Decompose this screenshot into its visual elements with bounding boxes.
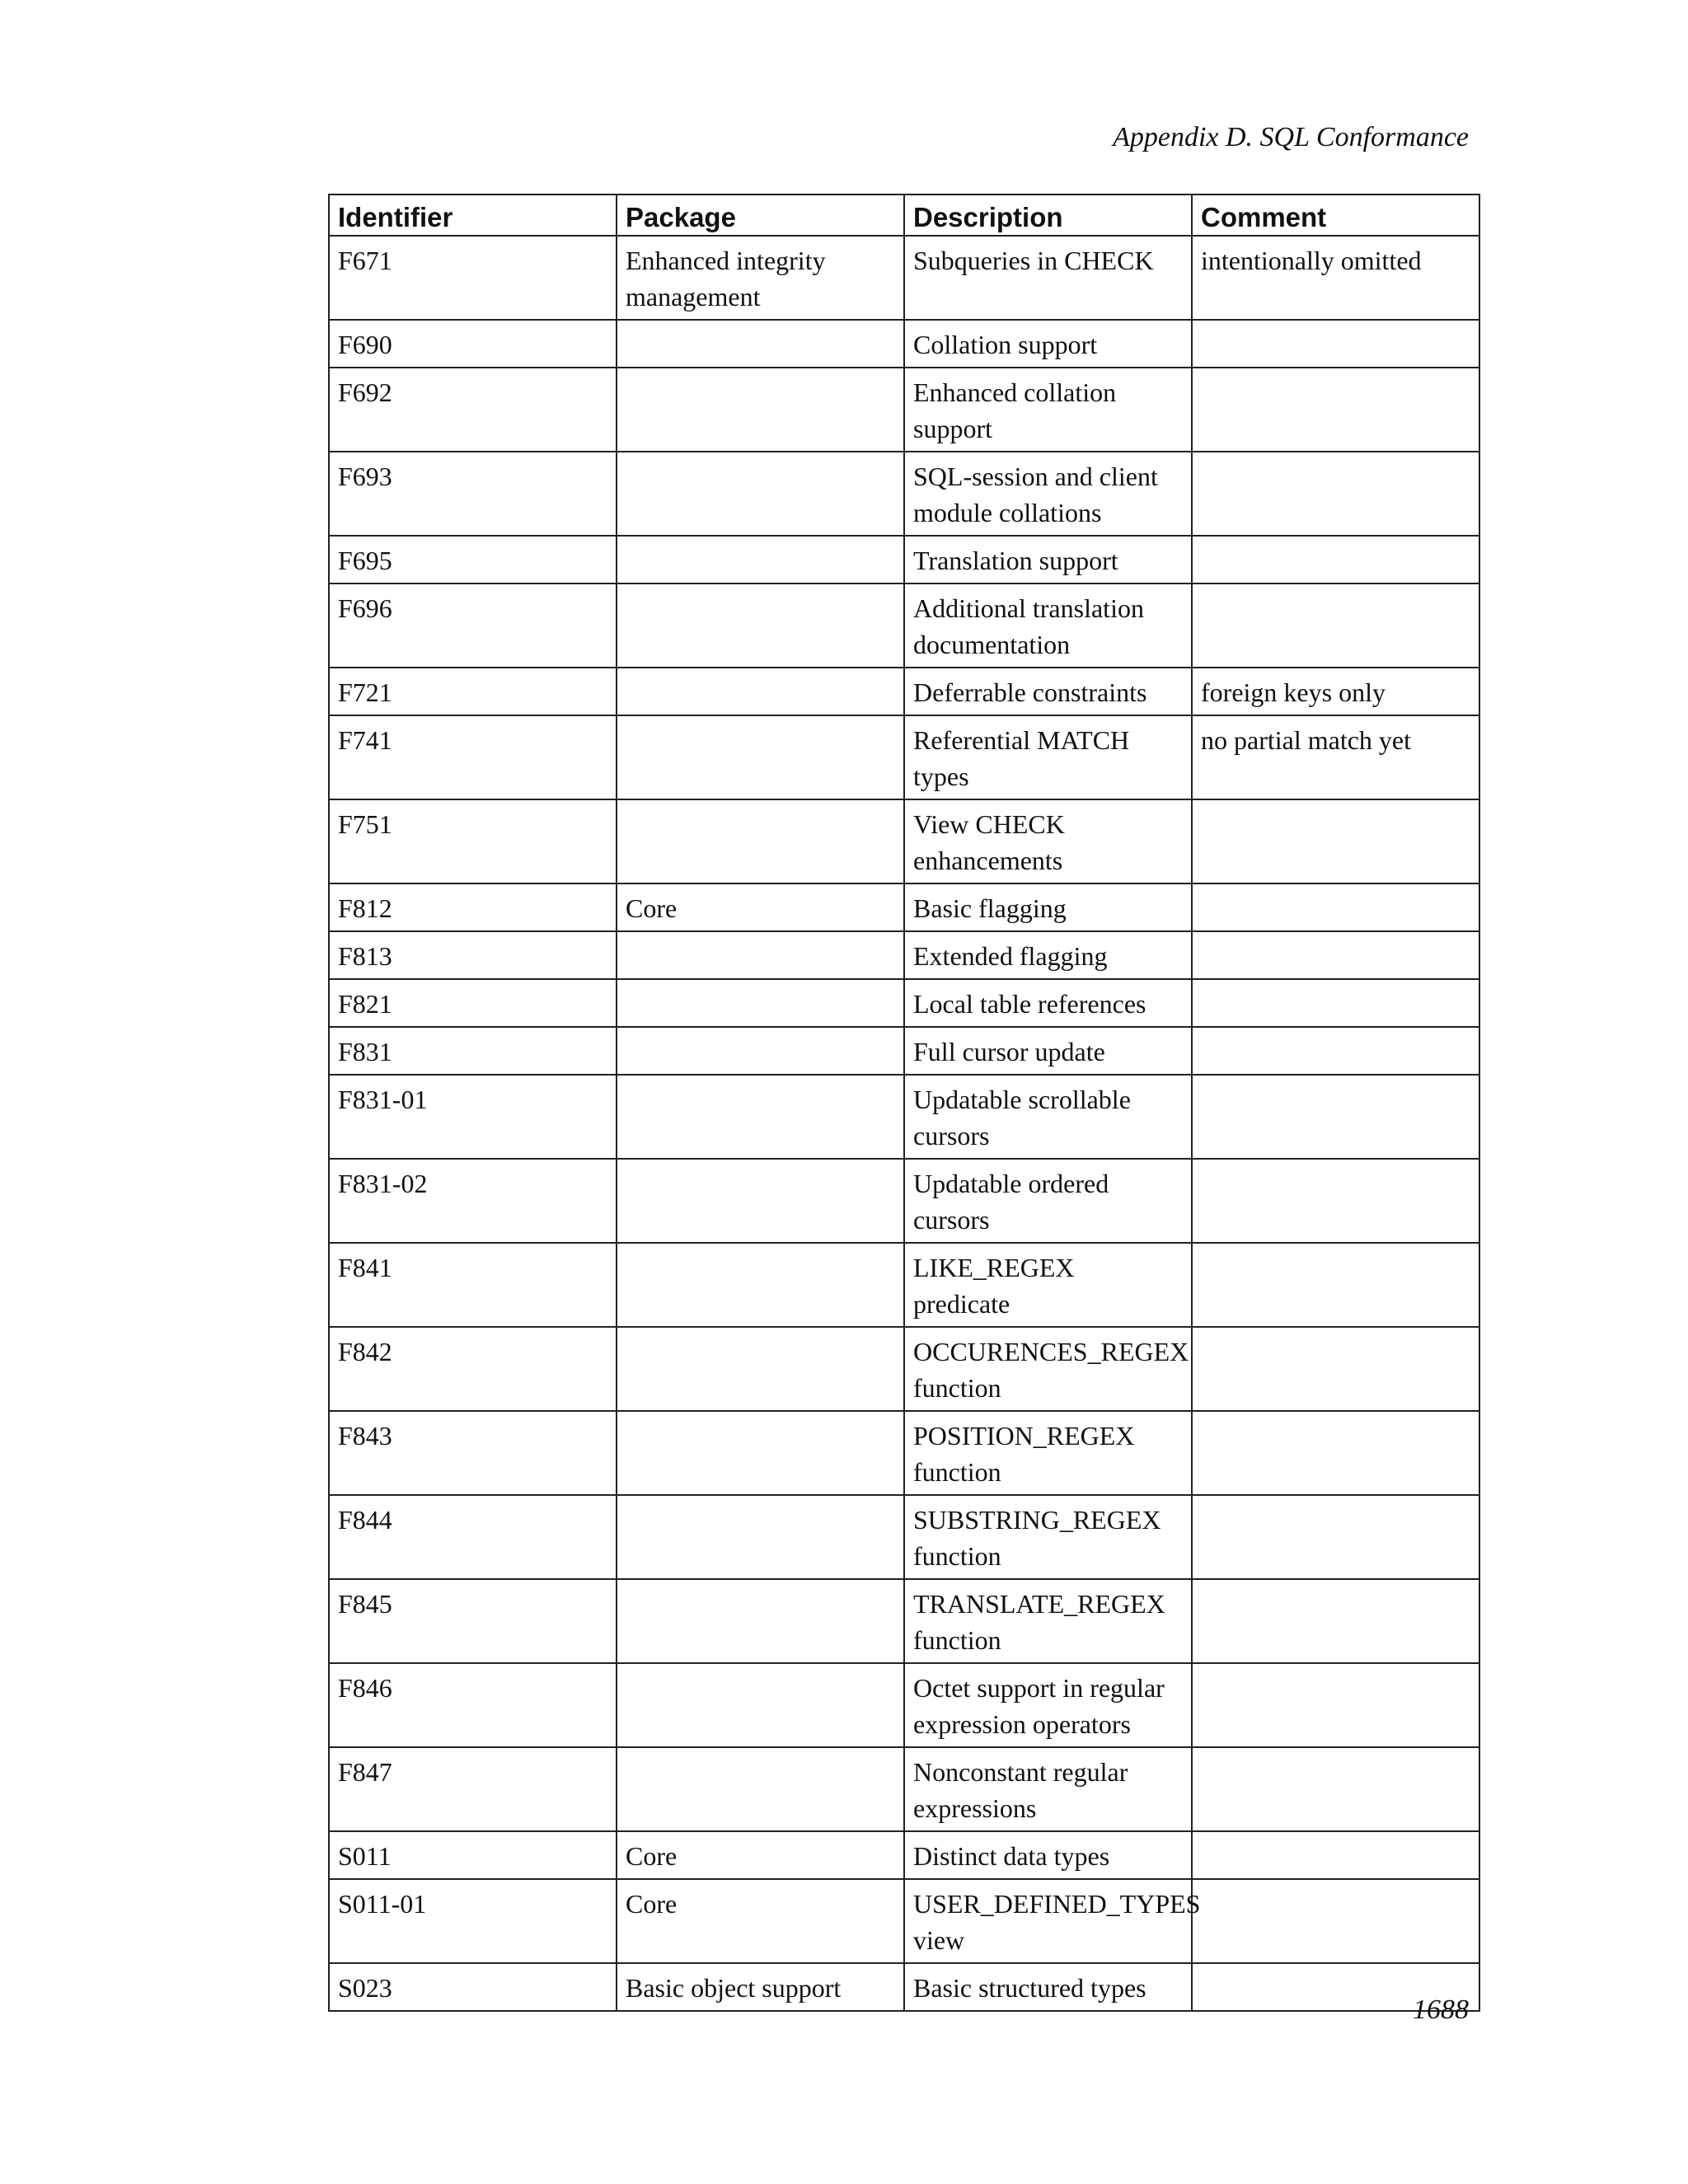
cell-description [904,1747,1192,1831]
cell-identifier: S023 [329,1963,617,2011]
cell-comment [1192,1747,1479,1831]
cell-description [904,1663,1192,1747]
cell-description-line: module collations [913,498,1102,527]
cell-description-line: support [913,414,992,443]
cell-description [904,1579,1192,1663]
cell-package [617,1075,904,1159]
cell-comment [1192,883,1479,931]
cell-description-line: types [913,762,969,791]
cell-identifier: F696 [329,583,617,668]
table-row [329,1495,1479,1579]
cell-identifier: F831 [329,1027,617,1075]
cell-description [904,236,1192,320]
cell-description-line: view [913,1925,965,1955]
cell-comment [1192,668,1479,715]
cell-identifier: F813 [329,931,617,979]
cell-description-line: POSITION_REGEX [913,1421,1135,1451]
cell-description-line: View CHECK [913,809,1065,839]
cell-package [617,1027,904,1075]
cell-comment [1192,583,1479,668]
cell-identifier: F842 [329,1327,617,1411]
cell-comment [1192,1411,1479,1495]
table-row [329,536,1479,583]
table-row [329,583,1479,668]
cell-package [617,1495,904,1579]
table-body [329,236,1479,2011]
cell-package [617,668,904,715]
table-row [329,883,1479,931]
table-row [329,368,1479,452]
cell-package [617,1747,904,1831]
cell-comment [1192,931,1479,979]
cell-description [904,1027,1192,1075]
cell-identifier: F843 [329,1411,617,1495]
table-row [329,1747,1479,1831]
cell-description [904,979,1192,1027]
cell-description-line: Full cursor update [913,1037,1105,1066]
cell-description [904,931,1192,979]
table-row [329,1027,1479,1075]
cell-description [904,715,1192,799]
cell-comment-line: foreign keys only [1201,677,1386,707]
cell-description [904,1879,1201,1963]
cell-identifier: F846 [329,1663,617,1747]
cell-description-line: Basic structured types [913,1973,1146,2003]
cell-package [617,1411,904,1495]
cell-package [617,1831,904,1879]
conformance-table [328,194,1480,2012]
cell-description-line: Additional translation [913,593,1144,623]
cell-description [904,536,1192,583]
cell-comment [1192,1159,1479,1243]
cell-description-line: cursors [913,1121,990,1151]
cell-description-line: function [913,1373,1001,1403]
cell-package [617,979,904,1027]
table-row [329,320,1479,368]
cell-package [617,1327,904,1411]
cell-description-line: SQL-session and client [913,462,1158,491]
cell-package [617,452,904,536]
cell-identifier: F695 [329,536,617,583]
table-row [329,1831,1479,1879]
table-row [329,1075,1479,1159]
cell-comment [1192,1831,1479,1879]
cell-description-line: function [913,1541,1001,1571]
cell-package [617,1579,904,1663]
cell-description-line: Distinct data types [913,1841,1110,1871]
cell-package [617,236,904,320]
table-row [329,931,1479,979]
cell-description-line: Translation support [913,546,1118,575]
cell-description-line: Collation support [913,330,1098,359]
table-row [329,668,1479,715]
cell-description-line: USER_DEFINED_TYPES [913,1889,1201,1919]
table-row [329,799,1479,883]
cell-description-line: Octet support in regular [913,1673,1165,1703]
cell-identifier: F693 [329,452,617,536]
table-header-row [329,194,1479,236]
cell-comment [1192,1495,1479,1579]
cell-description-line: predicate [913,1289,1010,1319]
cell-comment [1192,536,1479,583]
cell-package [617,1243,904,1327]
cell-package [617,799,904,883]
table-row [329,1243,1479,1327]
cell-identifier: F751 [329,799,617,883]
cell-description-line: Basic flagging [913,893,1067,923]
cell-description-line: Local table references [913,989,1146,1019]
cell-comment [1192,320,1479,368]
cell-identifier: F831-02 [329,1159,617,1243]
table-row [329,979,1479,1027]
cell-description [904,1411,1192,1495]
cell-description [904,883,1192,931]
cell-comment [1192,1579,1479,1663]
cell-description-line: Nonconstant regular [913,1757,1128,1787]
cell-description-line: Referential MATCH [913,725,1130,755]
cell-identifier: F692 [329,368,617,452]
cell-package-line: Core [626,1841,678,1871]
cell-identifier: F721 [329,668,617,715]
cell-package [617,883,904,931]
cell-package [617,1879,904,1963]
column-header-description: Description [904,194,1192,236]
cell-package-line: Enhanced integrity [626,246,826,275]
cell-description-line: Updatable ordered [913,1169,1109,1198]
cell-description-line: Updatable scrollable [913,1085,1131,1114]
cell-description-line: Enhanced collation [913,377,1117,407]
table-row [329,1411,1479,1495]
cell-package [617,368,904,452]
cell-comment [1192,715,1479,799]
cell-identifier: F845 [329,1579,617,1663]
table-row [329,452,1479,536]
cell-identifier: F812 [329,883,617,931]
cell-identifier: F831-01 [329,1075,617,1159]
table-row [329,1963,1479,2011]
cell-comment [1192,1075,1479,1159]
table-row [329,1327,1479,1411]
cell-comment-line: no partial match yet [1201,725,1412,755]
cell-comment [1192,368,1479,452]
table-row [329,1663,1479,1747]
cell-description [904,1495,1192,1579]
cell-description-line: OCCURENCES_REGEX [913,1337,1189,1366]
cell-comment [1192,1327,1479,1411]
cell-package [617,536,904,583]
cell-description [904,1159,1192,1243]
cell-package [617,583,904,668]
cell-description [904,799,1192,883]
cell-comment [1192,799,1479,883]
cell-description-line: SUBSTRING_REGEX [913,1505,1161,1535]
cell-comment [1192,236,1479,320]
cell-description [904,583,1192,668]
table-row [329,1579,1479,1663]
cell-description-line: function [913,1625,1001,1655]
cell-package [617,320,904,368]
cell-description [904,1327,1192,1411]
cell-description-line: LIKE_REGEX [913,1253,1075,1282]
cell-package [617,715,904,799]
cell-comment [1192,452,1479,536]
column-header-identifier: Identifier [329,194,617,236]
cell-description [904,1963,1192,2011]
cell-identifier: F741 [329,715,617,799]
cell-comment [1192,1027,1479,1075]
cell-package [617,931,904,979]
cell-package-line: Basic object support [626,1973,842,2003]
cell-identifier: S011 [329,1831,617,1879]
column-header-package: Package [617,194,904,236]
cell-description [904,1831,1192,1879]
cell-identifier: F690 [329,320,617,368]
table-row [329,236,1479,320]
cell-package [617,1159,904,1243]
cell-identifier: F841 [329,1243,617,1327]
cell-comment [1192,979,1479,1027]
page-number: 1688 [1413,1994,1469,2025]
cell-description-line: function [913,1457,1001,1487]
table-row [329,1159,1479,1243]
cell-description-line: cursors [913,1205,990,1235]
cell-description-line: TRANSLATE_REGEX [913,1589,1165,1619]
cell-comment [1192,1243,1479,1327]
cell-description [904,1243,1192,1327]
cell-package-line: management [626,282,761,312]
cell-description-line: Subqueries in CHECK [913,246,1154,275]
cell-description [904,368,1192,452]
cell-identifier: F821 [329,979,617,1027]
cell-description [904,668,1192,715]
column-header-comment: Comment [1192,194,1479,236]
cell-description [904,452,1192,536]
cell-identifier: F847 [329,1747,617,1831]
cell-package-line: Core [626,893,678,923]
cell-package-line: Core [626,1889,678,1919]
cell-identifier: F671 [329,236,617,320]
cell-comment-line: intentionally omitted [1201,246,1422,275]
table-row [329,1879,1479,1963]
cell-description-line: expressions [913,1793,1037,1823]
cell-comment [1192,1663,1479,1747]
cell-description-line: documentation [913,630,1071,659]
running-header: Appendix D. SQL Conformance [1113,122,1469,152]
cell-description-line: Deferrable constraints [913,677,1147,707]
table-row [329,715,1479,799]
cell-package [617,1963,904,2011]
cell-identifier: F844 [329,1495,617,1579]
cell-comment [1192,1879,1479,1963]
cell-description-line: enhancements [913,846,1063,875]
cell-description [904,320,1192,368]
cell-package [617,1663,904,1747]
cell-description [904,1075,1192,1159]
cell-identifier: S011-01 [329,1879,617,1963]
cell-description-line: expression operators [913,1709,1131,1739]
cell-description-line: Extended flagging [913,941,1108,971]
